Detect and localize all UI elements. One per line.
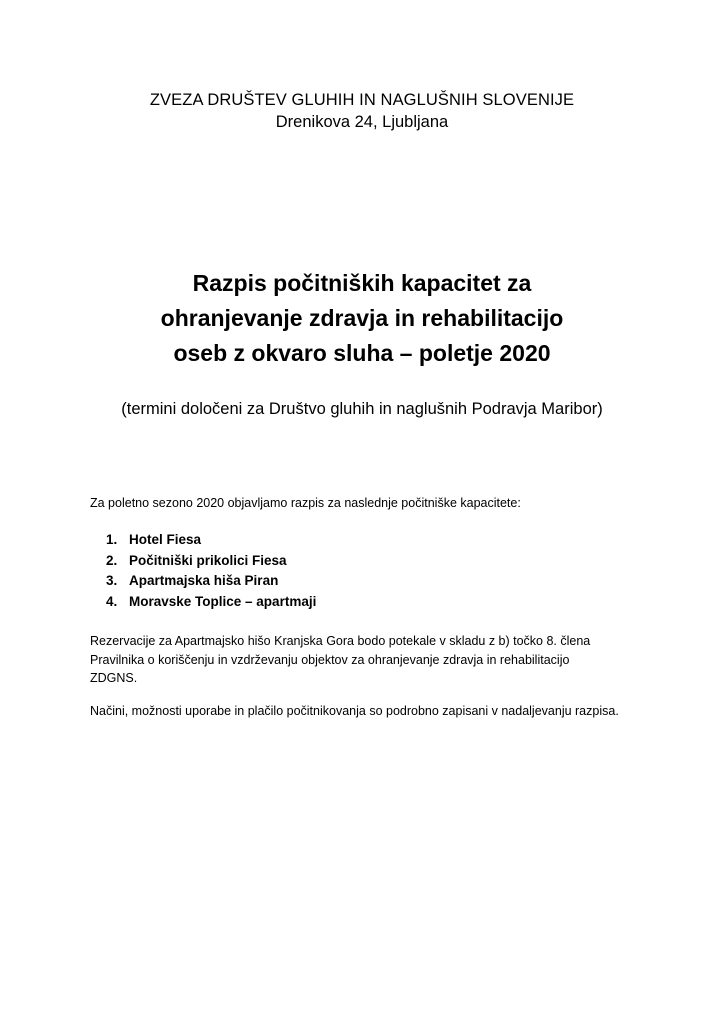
list-item-label: Hotel Fiesa xyxy=(129,532,202,547)
list-item-number: 4. xyxy=(106,593,118,609)
list-item-label: Apartmajska hiša Piran xyxy=(129,573,279,588)
list-item-label: Počitniški prikolici Fiesa xyxy=(129,552,287,568)
organization-address: Drenikova 24, Ljubljana xyxy=(275,113,449,131)
title-line-3: oseb z okvaro sluha – poletje 2020 xyxy=(173,340,551,366)
list-item xyxy=(106,571,316,592)
reservation-line-2: Pravilnika o koriščenju in vzdrževanju objektov za ohranjevanje zdravja in rehabilitacijo xyxy=(90,652,570,667)
list-item xyxy=(106,592,316,613)
title-line-1: Razpis počitniških kapacitet za xyxy=(192,270,532,296)
list-item-number: 3. xyxy=(106,573,118,588)
reservation-line-1: Rezervacije za Apartmajsko hišo Kranjska Gora bodo potekale v skladu z b) točko 8. člena xyxy=(90,634,591,648)
reservation-line-3: ZDGNS. xyxy=(90,671,138,685)
title-line-2: ohranjevanje zdravja in rehabilitacijo xyxy=(160,305,564,331)
document-subtitle: (termini določeni za Društvo gluhih in naglušnih Podravja Maribor) xyxy=(121,400,603,418)
list-item-label: Moravske Toplice – apartmaji xyxy=(129,593,317,609)
intro-paragraph: Za poletno sezono 2020 objavljamo razpis za naslednje počitniške kapacitete: xyxy=(90,496,521,510)
organization-name: ZVEZA DRUŠTEV GLUHIH IN NAGLUŠNIH SLOVENIJE xyxy=(149,91,575,109)
list-item xyxy=(106,551,316,572)
capacities-list xyxy=(106,530,316,612)
usage-paragraph: Načini, možnosti uporabe in plačilo počitnikovanja so podrobno zapisani v nadaljevanju razpisa. xyxy=(90,704,619,718)
list-item-number: 2. xyxy=(106,552,118,568)
document-title xyxy=(80,266,644,371)
list-item xyxy=(106,530,316,551)
reservation-paragraph xyxy=(90,632,650,688)
list-item-number: 1. xyxy=(106,532,118,547)
